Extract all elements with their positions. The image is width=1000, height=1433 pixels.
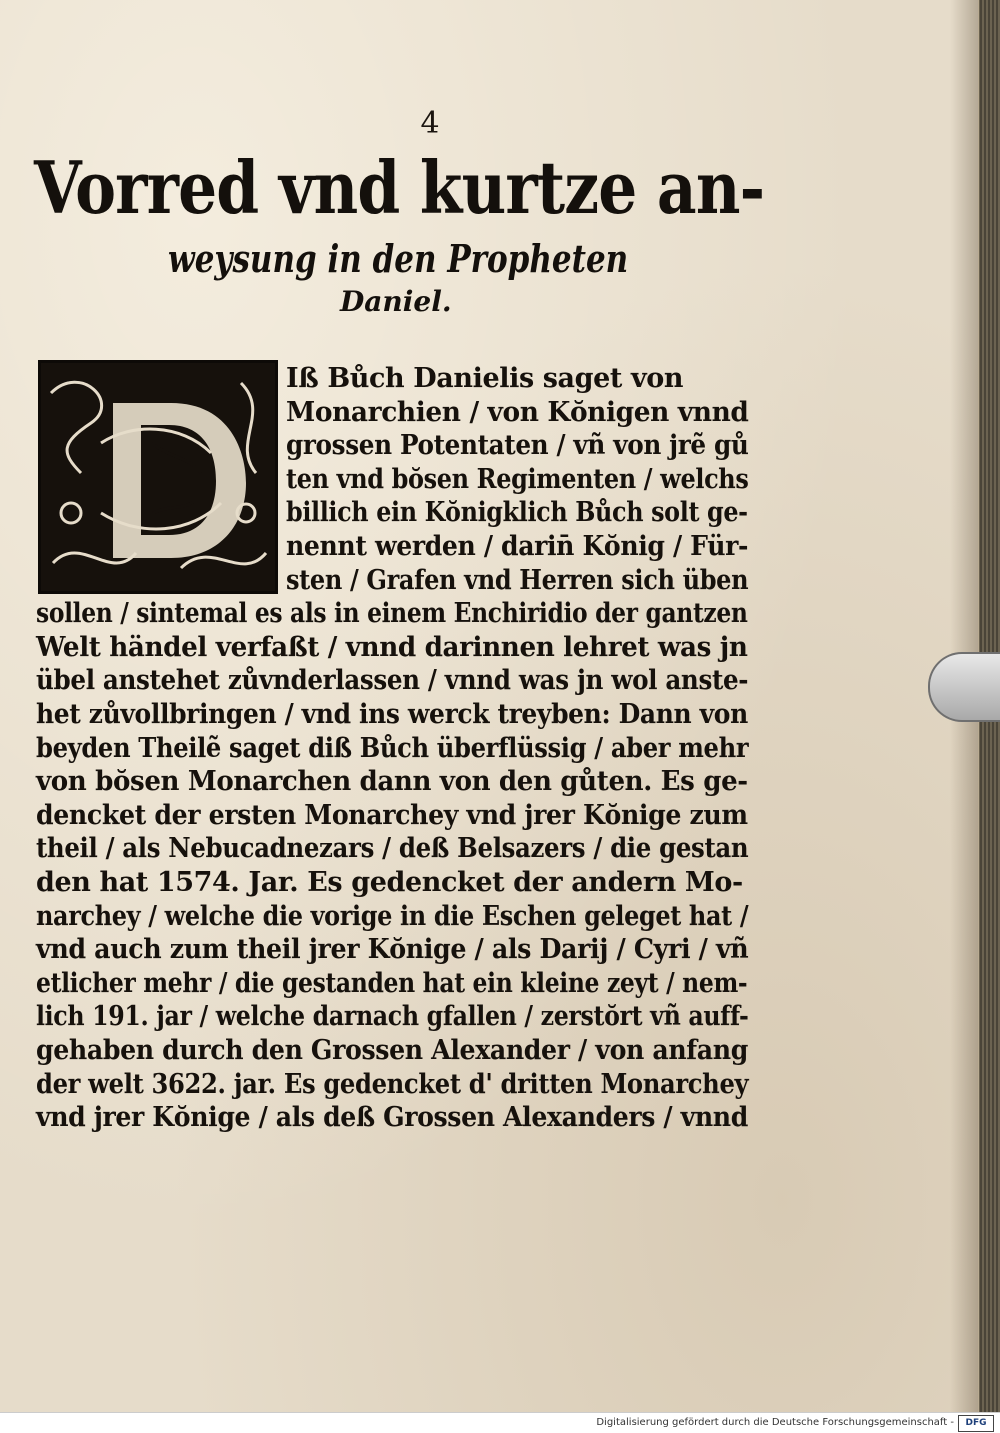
title-line-1: Vorred vnd kurtze an- bbox=[34, 145, 765, 230]
page-clip bbox=[928, 652, 1000, 722]
text-line: etlicher mehr / die gestanden hat ein kleine zeyt / nem- bbox=[36, 968, 748, 999]
text-line: het zůvollbringen / vnd ins werck treyben: Dann von bbox=[36, 699, 748, 730]
text-line: vnd jrer Kŏnige / als deß Grossen Alexanders / vnnd bbox=[36, 1102, 748, 1133]
footer-bar bbox=[0, 1412, 1000, 1433]
text-line: nennt werden / darin̄ Kŏnig / Für- bbox=[286, 531, 749, 562]
text-line: theil / als Nebucadnezars / deß Belsazers / die gestan bbox=[36, 833, 749, 864]
text-line: dencket der ersten Monarchey vnd jrer Kŏnige zum bbox=[36, 800, 748, 831]
text-line: Welt händel verfaßt / vnnd darinnen lehret was jn bbox=[36, 632, 748, 663]
text-line: übel anstehet zůvnderlassen / vnnd was jn wol anste- bbox=[36, 665, 749, 696]
text-line: vnd auch zum theil jrer Kŏnige / als Darij / Cyri / vñ bbox=[36, 934, 749, 965]
text-line: grossen Potentaten / vñ von jrẽ gů bbox=[286, 430, 749, 461]
floral-initial-ornament bbox=[41, 363, 275, 591]
text-line: Monarchien / von Kŏnigen vnnd bbox=[286, 397, 749, 428]
title-line-3: Daniel. bbox=[340, 285, 452, 318]
text-line: sten / Grafen vnd Herren sich üben bbox=[286, 565, 749, 596]
decorated-initial-d bbox=[38, 360, 278, 594]
title-line-2: weysung in den Propheten bbox=[168, 236, 629, 281]
text-line: billich ein Kŏnigklich Bůch solt ge- bbox=[286, 497, 748, 528]
text-line: der welt 3622. jar. Es gedencket d' dritten Monarchey bbox=[36, 1069, 749, 1100]
text-line: den hat 1574. Jar. Es gedencket der andern Mo- bbox=[36, 867, 743, 898]
dfg-logo: DFG bbox=[958, 1415, 994, 1432]
text-line: ten vnd bŏsen Regimenten / welchs bbox=[286, 464, 749, 495]
text-line: lich 191. jar / welche darnach gfallen / zerstŏrt vñ auff- bbox=[36, 1001, 749, 1032]
text-line: narchey / welche die vorige in die Eschen geleget hat / bbox=[36, 901, 749, 932]
text-line: sollen / sintemal es als in einem Enchiridio der gantzen bbox=[36, 598, 748, 629]
text-line: von bŏsen Monarchen dann von den gůten. Es ge- bbox=[36, 766, 748, 797]
funding-credit: Digitalisierung gefördert durch die Deutsche Forschungsgemeinschaft - bbox=[596, 1417, 954, 1428]
page-number: 4 bbox=[420, 106, 440, 141]
text-line: Iß Bůch Danielis saget von bbox=[286, 363, 684, 394]
text-line: beyden Theilẽ saget diß Bůch überflüssig / aber mehr bbox=[36, 733, 749, 764]
text-line: gehaben durch den Grossen Alexander / von anfang bbox=[36, 1035, 748, 1066]
